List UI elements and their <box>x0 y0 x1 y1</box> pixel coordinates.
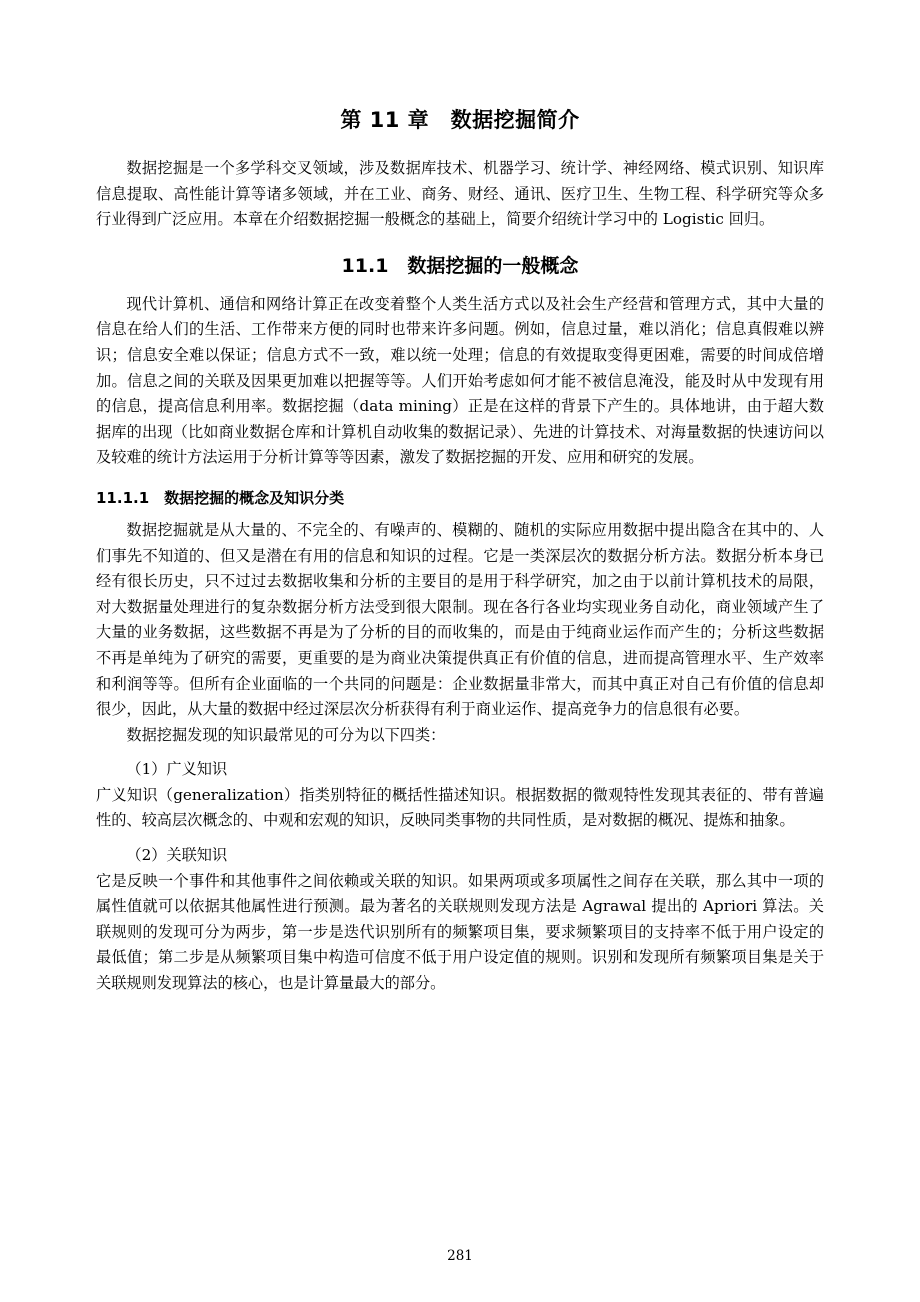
knowledge-type-1-heading: （1）广义知识 <box>126 760 228 779</box>
spacer-2 <box>96 834 824 843</box>
subsection-paragraph-1: 数据挖掘就是从大量的、不完全的、有噪声的、模糊的、随机的实际应用数据中提出隐含在其中的、人们事先不知道的、但又是潜在有用的信息和知识的过程。它是一类深层次的数据分析方法。数据分析本身已经有很长历史，只不过过去数据收集和分析的主要目的是用于科学研究，加之由于以前计算机技术的局限，对大数据量处理进行的复杂数据分析方法受到很大限制。现在各行各业均实现业务自动化，商业领域产生了大量的业务数据，这些数据不再是为了分析的目的而收集的，而是由于纯商业运作而产生的；分析这些数据不再是单纯为了研究的需要，更重要的是为商业决策提供真正有价值的信息，进而提高管理水平、生产效率和利润等等。但所有企业面临的一个共同的问题是：企业数据量非常大，而其中真正对自己有价值的信息却很少，因此，从大量的数据中经过深层次分析获得有利于商业运作、提高竞争力的信息很有必要。 <box>96 520 824 719</box>
section-11-1-paragraph: 现代计算机、通信和网络计算正在改变着整个人类生活方式以及社会生产经营和管理方式，其中大量的信息在给人们的生活、工作带来方便的同时也带来许多问题。例如，信息过量，难以消化；信息真假难以辨识；信息安全难以保证；信息方式不一致，难以统一处理；信息的有效提取变得更困难，需要的时间成倍增加。信息之间的关联及因果更加难以把握等等。人们开始考虑如何才能不被信息淹没，能及时从中发现有用的信息，提高信息利用率。数据挖掘（data mining）正是在这样的背景下产生的。具体地讲，由于超大数据库的出现（比如商业数据仓库和计算机自动收集的数据记录）、先进的计算技术、对海量数据的快速访问以及较难的统计方法运用于分析计算等等因素，激发了数据挖掘的开发、应用和研究的发展。 <box>96 294 824 467</box>
knowledge-type-2-body: 它是反映一个事件和其他事件之间依赖或关联的知识。如果两项或多项属性之间存在关联，那么其中一项的属性值就可以依据其他属性进行预测。最为著名的关联规则发现方法是 Agrawal 提出的 Apriori 算法。关联规则的发现可分为两步，第一步是迭代识别所有的频繁项目集，要求频繁项目的支持率不低于用户设定的最低值；第二步是从频繁项目集中构造可信度不低于用户设定值的规则。识别和发现所有频繁项目集是关于关联规则发现算法的核心，也是计算量最大的部分。 <box>96 871 824 993</box>
chapter-heading: 第 11 章 数据挖掘简介 <box>340 108 580 132</box>
intro-paragraph: 数据挖掘是一个多学科交叉领域，涉及数据库技术、机器学习、统计学、神经网络、模式识别、知识库信息提取、高性能计算等诸多领域，并在工业、商务、财经、通讯、医疗卫生、生物工程、科学研究等众多行业得到广泛应用。本章在介绍数据挖掘一般概念的基础上，简要介绍统计学习中的 Logistic 回归。 <box>96 159 824 229</box>
page-number: 281 <box>447 1248 473 1264</box>
knowledge-type-2-heading: （2）关联知识 <box>126 846 228 865</box>
knowledge-type-1-body: 广义知识（generalization）指类别特征的概括性描述知识。根据数据的微观特性发现其表征的、带有普遍性的、较高层次概念的、中观和宏观的知识，反映同类事物的共同性质，是对数据的概况、提炼和抽象。 <box>96 785 824 830</box>
spacer <box>96 748 824 757</box>
subsection-heading-11-1-1: 11.1.1 数据挖掘的概念及知识分类 <box>96 488 345 507</box>
section-heading-11-1: 11.1 数据挖掘的一般概念 <box>341 254 579 277</box>
subsection-paragraph-2: 数据挖掘发现的知识最常见的可分为以下四类： <box>126 725 446 744</box>
